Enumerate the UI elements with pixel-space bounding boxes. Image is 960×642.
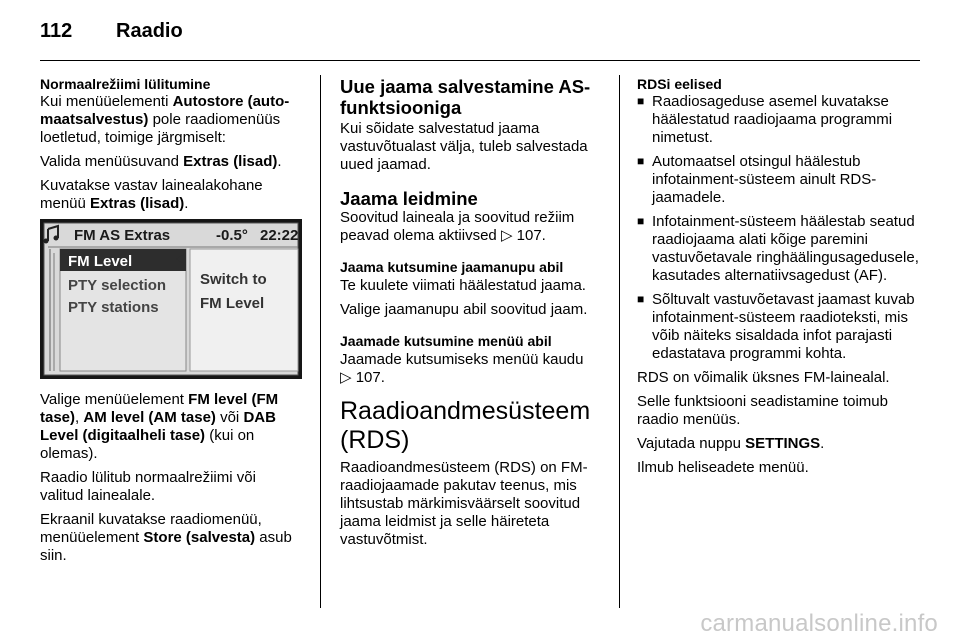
- paragraph-autostore: Kui menüüelementi Autostore (auto-maatsalvestus) pole raadiomenüüs loetletud, toimige järgmiselt:: [40, 93, 290, 146]
- list-item: ■ Infotainment-süsteem häälestab seatud raadiojaama alati kõige paremini vastuvõetavale ringhäälingusagedusele, kasutades alternatiivsagedust (AF).: [637, 213, 927, 285]
- paragraph-select-level: Valige menüüelement FM level (FM tase), AM level (AM tase) või DAB Level (digitaalheli tase) (kui on olemas).: [40, 391, 279, 462]
- menu-item-pty-selection: PTY selection: [68, 277, 167, 294]
- screen-info-line-1: Switch to: [200, 271, 267, 288]
- paragraph-select-extras: Valida menüüsuvand Extras (lisad).: [40, 153, 282, 170]
- column-divider-2: [619, 75, 620, 608]
- paragraph-store-menu: Ekraanil kuvatakse raadiomenüü, menüüelement Store (salvesta) asub siin.: [40, 511, 292, 564]
- heading-store-as: Uue jaama salvestamine AS-funktsiooniga: [340, 76, 591, 118]
- screen-title: FM AS Extras: [74, 227, 171, 244]
- heading-normal-mode: Normaalrežiimi lülitumine: [40, 76, 211, 92]
- list-item: ■ Automaatsel otsingul häälestub infotainment-süsteem ainult RDS-jaamadele.: [637, 153, 927, 207]
- page-ref: 107.: [516, 227, 546, 244]
- column-divider-1: [320, 75, 321, 608]
- paragraph-press-settings: Vajutada nuppu SETTINGS.: [637, 435, 825, 452]
- paragraph-sound-menu: Ilmub heliseadete menüü.: [637, 459, 809, 476]
- heading-rds-benefits: RDSi eelised: [637, 76, 722, 92]
- paragraph-radio-switches: Raadio lülitub normaalrežiimi või valitud lainealale.: [40, 469, 256, 504]
- page-ref-icon: ▷: [340, 369, 352, 386]
- column-3: [637, 76, 927, 483]
- paragraph-last-station: Te kuulete viimati häälestatud jaama.: [340, 277, 586, 294]
- page-ref-icon: ▷: [500, 227, 513, 244]
- menu-item-pty-stations: PTY stations: [68, 299, 159, 316]
- rds-benefits-list: [637, 93, 927, 363]
- column-2: [340, 76, 605, 555]
- heading-menu-call: Jaamade kutsumine menüü abil: [340, 333, 552, 349]
- paragraph-select-station: Valige jaamanupu abil soovitud jaam.: [340, 301, 588, 318]
- watermark: carmanualsonline.info: [700, 610, 938, 637]
- page-number: 112: [40, 20, 73, 42]
- screen-temperature: -0.5°: [216, 227, 248, 244]
- radio-menu-screenshot: [40, 219, 302, 379]
- paragraph-menu-call: Jaamade kutsumiseks menüü kaudu ▷ 107.: [340, 351, 584, 386]
- menu-item-fm-level: FM Level: [68, 253, 133, 270]
- screen-info-line-2: FM Level: [200, 295, 265, 312]
- paragraph-find-station: Soovitud laineala ja soovitud režiim peavad olema aktiivsed ▷ 107.: [340, 209, 575, 244]
- list-item: ■ Sõltuvalt vastuvõetavast jaamast kuvab infotainment-süsteem raadioteksti, mis võib näiteks sisaldada infot parajasti edastatava programmi kohta.: [637, 291, 927, 363]
- page-title: Raadio: [116, 20, 183, 42]
- heading-station-button: Jaama kutsumine jaamanupu abil: [340, 259, 564, 275]
- paragraph-setup: Selle funktsiooni seadistamine toimub raadio menüüs.: [637, 393, 888, 428]
- page-ref: 107.: [355, 369, 385, 386]
- column-1: [40, 76, 302, 571]
- screen-time: 22:22: [260, 227, 299, 244]
- paragraph-extras-menu: Kuvatakse vastav lainealakohane menüü Extras (lisad).: [40, 177, 263, 212]
- heading-find-station: Jaama leidmine: [340, 188, 478, 209]
- paragraph-rds-fm-only: RDS on võimalik üksnes FM-lainealal.: [637, 369, 890, 386]
- heading-rds: Raadioandmesüsteem (RDS): [340, 397, 591, 454]
- header-rule: [40, 60, 920, 61]
- paragraph-rds: Raadioandmesüsteem (RDS) on FM-raadiojaamade pakutav teenus, mis lihtsustab märkimisväärselt soovitud jaama leidmist ja selle häireteta vastuvõtmist.: [340, 459, 588, 548]
- list-item: ■ Raadiosageduse asemel kuvatakse häälestatud raadiojaama programmi nimetust.: [637, 93, 927, 147]
- paragraph-store-new: Kui sõidate salvestatud jaama vastuvõtualast välja, tuleb salvestada uued jaamad.: [340, 120, 588, 173]
- page-header: [40, 20, 183, 43]
